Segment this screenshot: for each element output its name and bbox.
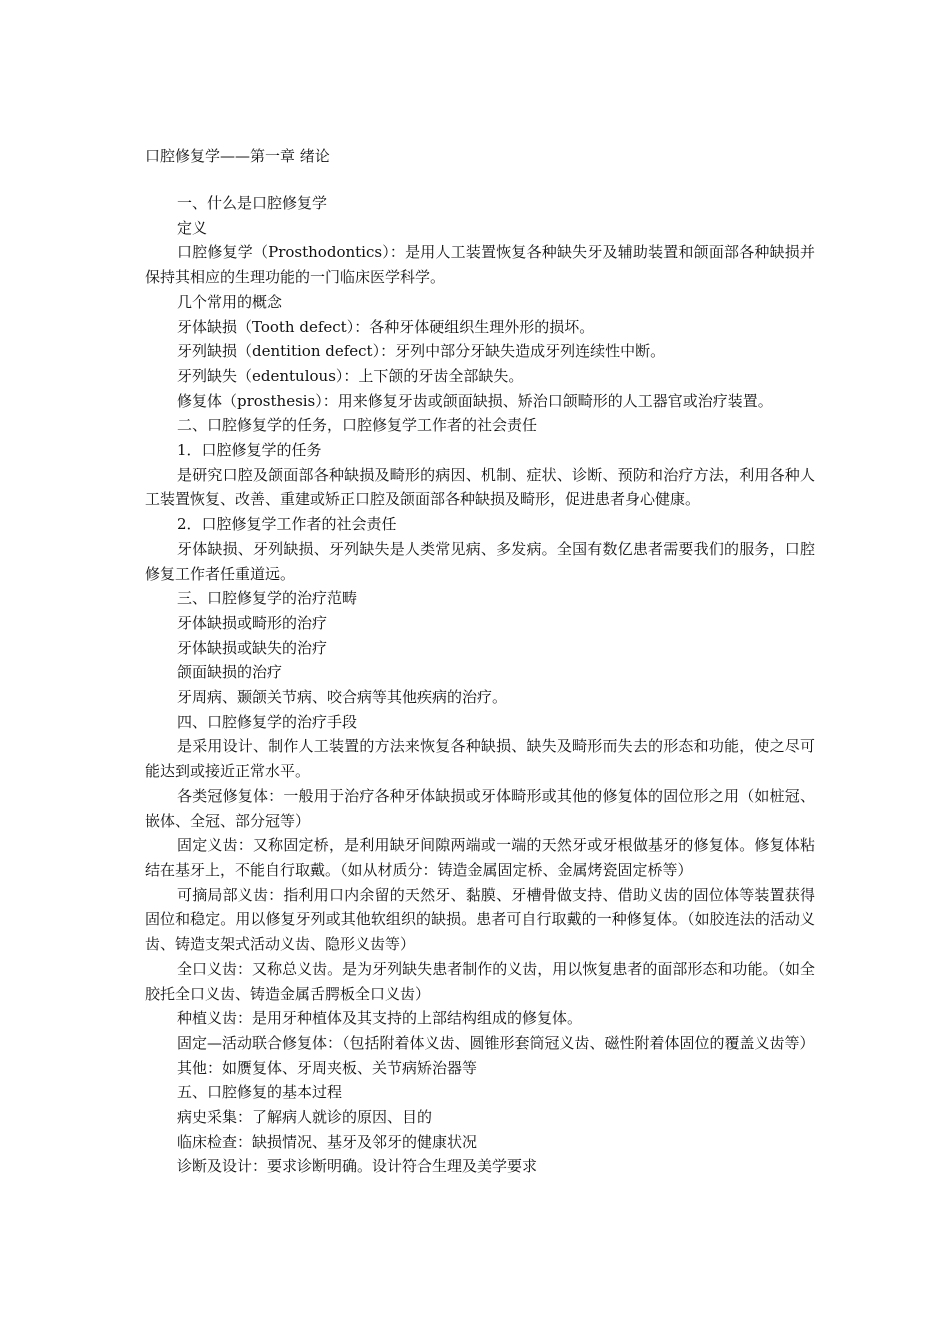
body-paragraph: 牙体缺损或畸形的治疗	[177, 613, 328, 632]
body-paragraph: 几个常用的概念	[177, 292, 283, 311]
page-title: 口腔修复学——第一章 绪论	[145, 147, 330, 165]
body-paragraph: 四、口腔修复学的治疗手段	[177, 712, 358, 731]
body-paragraph: 2．口腔修复学工作者的社会责任	[177, 515, 397, 534]
body-paragraph: 牙周病、颞颌关节病、咬合病等其他疾病的治疗。	[177, 688, 508, 707]
body-paragraph: 牙列缺损（dentition defect）：牙列中部分牙缺失造成牙列连续性中断。	[177, 342, 666, 361]
body-paragraph: 诊断及设计：要求诊断明确。设计符合生理及美学要求	[177, 1157, 538, 1176]
body-paragraph: 固定义齿：又称固定桥，是利用缺牙间隙两端或一端的天然牙或牙根做基牙的修复体。修复体粘结在基牙上，不能自行取戴。（如从材质分：铸造金属固定桥、金属烤瓷固定桥等）	[145, 836, 815, 879]
body-paragraph: 修复体（prosthesis）：用来修复牙齿或颌面缺损、矫治口颌畸形的人工器官或治疗装置。	[177, 391, 773, 410]
document-body	[145, 191, 815, 1179]
body-paragraph: 二、口腔修复学的任务，口腔修复学工作者的社会责任	[177, 416, 538, 435]
body-paragraph: 是采用设计、制作人工装置的方法来恢复各种缺损、缺失及畸形而失去的形态和功能，使之尽可能达到或接近正常水平。	[145, 737, 815, 781]
body-paragraph: 其他：如赝复体、牙周夹板、关节病矫治器等	[177, 1058, 478, 1077]
body-paragraph: 口腔修复学（Prosthodontics）：是用人工装置恢复各种缺失牙及辅助装置和颌面部各种缺损并保持其相应的生理功能的一门临床医学科学。	[145, 243, 815, 287]
body-paragraph: 固定—活动联合修复体：（包括附着体义齿、圆锥形套筒冠义齿、磁性附着体固位的覆盖义齿等）	[177, 1033, 815, 1052]
body-paragraph: 各类冠修复体：一般用于治疗各种牙体缺损或牙体畸形或其他的修复体的固位形之用（如桩冠、嵌体、全冠、部分冠等）	[145, 786, 815, 830]
body-paragraph: 临床检查：缺损情况、基牙及邻牙的健康状况	[177, 1132, 478, 1151]
body-paragraph: 可摘局部义齿：指利用口内余留的天然牙、黏膜、牙槽骨做支持、借助义齿的固位体等装置获得固位和稳定。用以修复牙列或其他软组织的缺损。患者可自行取戴的一种修复体。（如胶连法的活动义齿、铸造支架式活动义齿、隐形义齿等）	[145, 885, 815, 954]
body-paragraph: 定义	[177, 218, 208, 237]
body-paragraph: 1．口腔修复学的任务	[177, 441, 322, 460]
body-paragraph: 五、口腔修复的基本过程	[177, 1083, 343, 1102]
body-paragraph: 颌面缺损的治疗	[177, 663, 283, 682]
body-paragraph: 种植义齿：是用牙种植体及其支持的上部结构组成的修复体。	[177, 1009, 583, 1028]
body-paragraph: 病史采集：了解病人就诊的原因、目的	[177, 1108, 433, 1127]
body-paragraph: 三、口腔修复学的治疗范畴	[177, 589, 358, 608]
body-paragraph: 牙体缺损或缺失的治疗	[177, 638, 328, 657]
body-paragraph: 牙体缺损（Tooth defect）：各种牙体硬组织生理外形的损坏。	[177, 317, 595, 336]
body-paragraph: 一、什么是口腔修复学	[177, 194, 328, 212]
body-paragraph: 牙列缺失（edentulous）：上下颌的牙齿全部缺失。	[177, 366, 524, 385]
body-paragraph: 牙体缺损、牙列缺损、牙列缺失是人类常见病、多发病。全国有数亿患者需要我们的服务，口腔修复工作者任重道远。	[145, 539, 815, 583]
body-paragraph: 全口义齿：又称总义齿。是为牙列缺失患者制作的义齿，用以恢复患者的面部形态和功能。（如全胶托全口义齿、铸造金属舌腭板全口义齿）	[145, 959, 815, 1003]
body-paragraph: 是研究口腔及颌面部各种缺损及畸形的病因、机制、症状、诊断、预防和治疗方法，利用各种人工装置恢复、改善、重建或矫正口腔及颌面部各种缺损及畸形，促进患者身心健康。	[145, 465, 815, 509]
